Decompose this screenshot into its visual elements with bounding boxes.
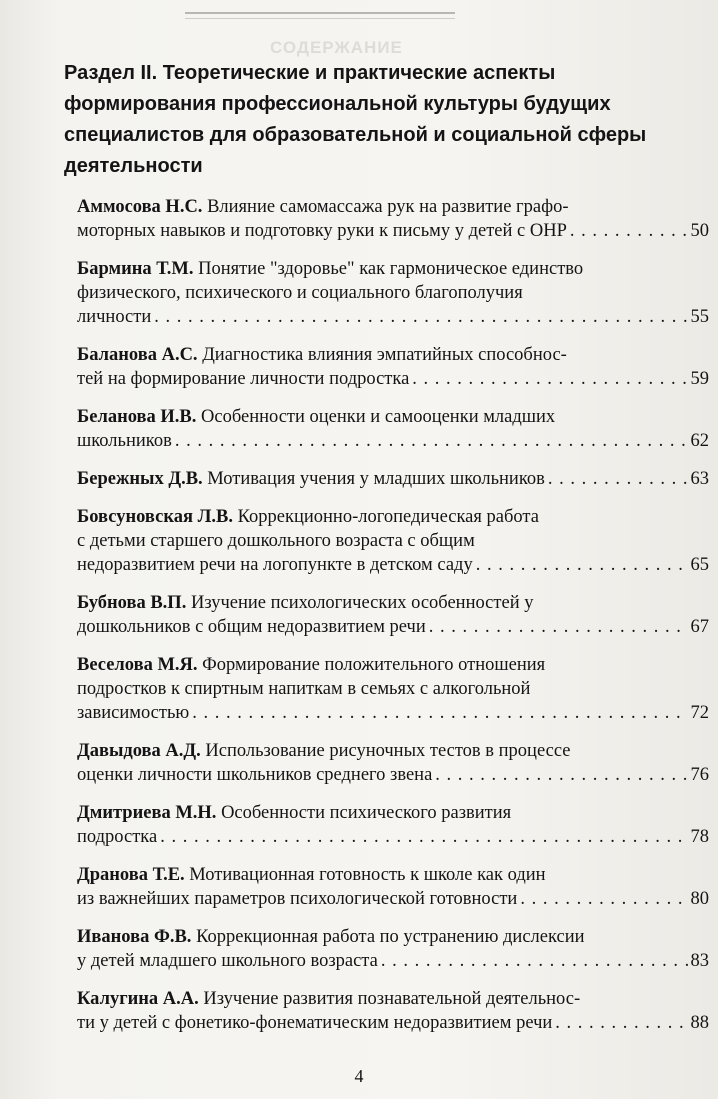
entry-last-line <box>77 553 709 577</box>
dot-leader <box>570 219 688 243</box>
dot-leader <box>154 305 687 329</box>
entry-title-start: Влияние самомассажа рук на развитие графо- <box>202 197 569 217</box>
entry-page-number: 88 <box>690 1013 709 1033</box>
toc-entry <box>77 343 709 391</box>
entry-last-line <box>77 615 709 639</box>
entry-author: Дмитриева М.Н. <box>77 803 217 823</box>
entry-author: Бережных Д.В. <box>77 469 203 489</box>
entry-first-line <box>77 257 709 281</box>
entry-middle-line: физического, психического и социального благополучия <box>77 283 523 303</box>
entry-page-number: 65 <box>690 555 709 575</box>
entry-page-number: 63 <box>690 469 709 489</box>
entry-last-line <box>77 763 709 787</box>
toc-entry <box>77 863 709 911</box>
entry-author: Дранова Т.Е. <box>77 865 185 885</box>
dot-leader <box>160 825 687 849</box>
entry-first-line <box>77 343 709 367</box>
entry-page-number: 76 <box>690 765 709 785</box>
entry-page-number: 78 <box>690 827 709 847</box>
entry-first-line <box>77 987 709 1011</box>
entry-author: Давыдова А.Д. <box>77 741 201 761</box>
entry-title-start: Особенности оценки и самооценки младших <box>196 407 556 427</box>
entry-first-line <box>77 591 709 615</box>
toc-entry <box>77 925 709 973</box>
entry-page-number: 55 <box>690 307 709 327</box>
entry-last-line <box>77 467 709 491</box>
entry-last-line <box>77 219 709 243</box>
entry-middle-line: с детьми старшего дошкольного возраста с общим <box>77 531 475 551</box>
entry-title-end: тей на формирование личности подростка <box>77 369 410 389</box>
toc-entry <box>77 591 709 639</box>
entry-title-end: школьников <box>77 431 172 451</box>
entry-first-line <box>77 195 709 219</box>
entry-last-line <box>77 305 709 329</box>
entry-page-number: 83 <box>690 951 709 971</box>
entry-author: Веселова М.Я. <box>77 655 198 675</box>
entry-title-start: Формирование положительного отношения <box>197 655 546 675</box>
dot-leader <box>548 467 688 491</box>
header-rule <box>185 12 455 19</box>
entry-title-end: оценки личности школьников среднего звена <box>77 765 433 785</box>
entry-title-end: ти у детей с фонетико-фонематическим недоразвитием речи <box>77 1013 553 1033</box>
entry-author: Бармина Т.М. <box>77 259 194 279</box>
bleed-through-heading: СОДЕРЖАНИЕ <box>270 38 403 57</box>
entry-author: Бовсуновская Л.В. <box>77 507 233 527</box>
entry-page-number: 62 <box>690 431 709 451</box>
entry-title-start: Изучение психологических особенностей у <box>186 593 534 613</box>
entry-title-start: Понятие "здоровье" как гармоническое единство <box>193 259 584 279</box>
entry-first-line <box>77 863 709 887</box>
entry-page-number: 50 <box>690 221 709 241</box>
entry-last-line <box>77 701 709 725</box>
entry-author: Калугина А.А. <box>77 989 199 1009</box>
page-number: 4 <box>354 1066 364 1086</box>
entry-author: Беланова И.В. <box>77 407 197 427</box>
entry-page-number: 72 <box>690 703 709 723</box>
dot-leader <box>381 949 688 973</box>
entry-author: Баланова А.С. <box>77 345 198 365</box>
toc-entry <box>77 801 709 849</box>
entry-page-number: 80 <box>690 889 709 909</box>
entry-title-end: зависимостью <box>77 703 190 723</box>
entry-title-end: недоразвитием речи на логопункте в детском саду <box>77 555 473 575</box>
entry-title-start: Мотивация учения у младших школьников <box>202 469 545 489</box>
dot-leader <box>476 553 688 577</box>
toc-entry <box>77 653 709 725</box>
entry-title-end: из важнейших параметров психологической готовности <box>77 889 518 909</box>
dot-leader <box>435 763 687 787</box>
entry-title-end: у детей младшего школьного возраста <box>77 951 378 971</box>
dot-leader <box>429 615 688 639</box>
entry-last-line <box>77 949 709 973</box>
entry-title-end: моторных навыков и подготовку руки к письму у детей с ОНР <box>77 221 567 241</box>
entry-last-line <box>77 367 709 391</box>
entry-title-start: Изучение развития познавательной деятельнос- <box>198 989 581 1009</box>
entry-title-start: Мотивационная готовность к школе как один <box>184 865 546 885</box>
entry-first-line <box>77 801 709 825</box>
entry-title-end: подростка <box>77 827 158 847</box>
toc-entry <box>77 195 709 243</box>
entry-first-line <box>77 739 709 763</box>
entry-last-line <box>77 1011 709 1035</box>
dot-leader <box>192 701 687 725</box>
entry-page-number: 59 <box>690 369 709 389</box>
entry-last-line <box>77 825 709 849</box>
toc-entries <box>77 195 709 1049</box>
dot-leader <box>175 429 688 453</box>
toc-entry <box>77 739 709 787</box>
toc-entry <box>77 505 709 577</box>
entry-first-line <box>77 405 709 429</box>
entry-author: Бубнова В.П. <box>77 593 187 613</box>
entry-page-number: 67 <box>690 617 709 637</box>
entry-title-start: Особенности психического развития <box>216 803 512 823</box>
toc-entry <box>77 467 709 491</box>
entry-author: Аммосова Н.С. <box>77 197 203 217</box>
entry-first-line <box>77 653 709 677</box>
entry-last-line <box>77 887 709 911</box>
dot-leader <box>520 887 687 911</box>
entry-title-start: Диагностика влияния эмпатийных способнос- <box>197 345 567 365</box>
entry-title-end: дошкольников с общим недоразвитием речи <box>77 617 426 637</box>
dot-leader <box>412 367 687 391</box>
toc-entry <box>77 257 709 329</box>
entry-title-start: Использование рисуночных тестов в процессе <box>200 741 571 761</box>
section-title: Раздел II. Теоретические и практические аспекты формирования профессиональной культуры будущих специалистов для образовательной и социальной сферы деятельности <box>64 62 647 177</box>
entry-middle-line: подростков к спиртным напиткам в семьях с алкогольной <box>77 679 531 699</box>
entry-first-line <box>77 925 709 949</box>
entry-first-line <box>77 505 709 529</box>
entry-author: Иванова Ф.В. <box>77 927 192 947</box>
entry-title-start: Коррекционная работа по устранению дислексии <box>191 927 585 947</box>
toc-entry <box>77 987 709 1035</box>
entry-title-start: Коррекционно-логопедическая работа <box>232 507 539 527</box>
entry-title-end: личности <box>77 307 152 327</box>
entry-last-line <box>77 429 709 453</box>
dot-leader <box>555 1011 687 1035</box>
toc-entry <box>77 405 709 453</box>
